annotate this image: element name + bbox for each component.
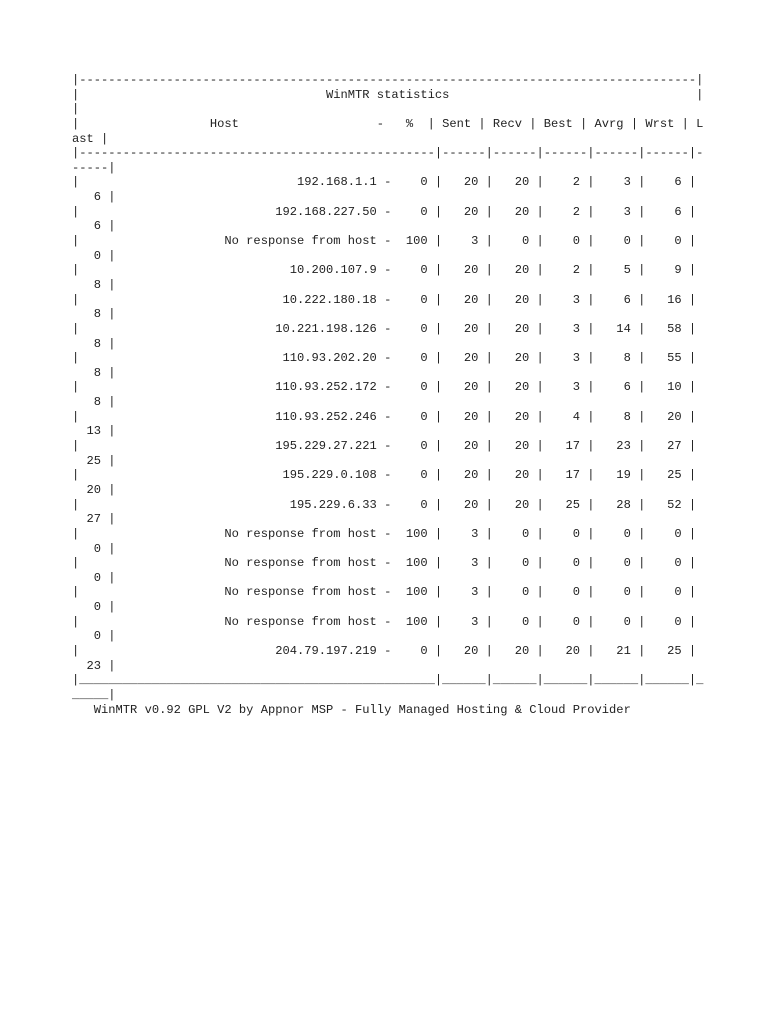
table-row: | No response from host - 100 | 3 | 0 | 0 | 0 | 0 | bbox=[72, 234, 704, 249]
report-lines bbox=[72, 73, 732, 717]
table-row: | 10.222.180.18 - 0 | 20 | 20 | 3 | 6 | 16 | bbox=[72, 292, 704, 307]
report-footer: WinMTR v0.92 GPL V2 by Appnor MSP - Fully Managed Hosting & Cloud Provider bbox=[72, 702, 631, 717]
table-row: 6 | bbox=[72, 190, 116, 205]
table-row: 13 | bbox=[72, 424, 116, 439]
table-row: | 195.229.6.33 - 0 | 20 | 20 | 25 | 28 | 52 | bbox=[72, 497, 704, 512]
table-row: | 110.93.202.20 - 0 | 20 | 20 | 3 | 8 | 55 | bbox=[72, 351, 704, 366]
report-border-bottom: _____| bbox=[72, 687, 116, 702]
table-row: | 204.79.197.219 - 0 | 20 | 20 | 20 | 21 | 25 | bbox=[72, 643, 704, 658]
table-row: 23 | bbox=[72, 658, 116, 673]
table-row: | 195.229.27.221 - 0 | 20 | 20 | 17 | 23 | 27 | bbox=[72, 439, 704, 454]
table-row: | No response from host - 100 | 3 | 0 | 0 | 0 | 0 | bbox=[72, 526, 704, 541]
table-row: | 192.168.1.1 - 0 | 20 | 20 | 2 | 3 | 6 | bbox=[72, 175, 704, 190]
table-row: | 10.200.107.9 - 0 | 20 | 20 | 2 | 5 | 9 | bbox=[72, 263, 704, 278]
report-blank: | bbox=[72, 102, 80, 117]
table-row: | 195.229.0.108 - 0 | 20 | 20 | 17 | 19 | 25 | bbox=[72, 468, 704, 483]
report-title: | WinMTR statistics | bbox=[72, 87, 704, 102]
table-row: 0 | bbox=[72, 570, 116, 585]
table-row: 8 | bbox=[72, 336, 116, 351]
table-row: 8 | bbox=[72, 365, 116, 380]
table-row: | No response from host - 100 | 3 | 0 | 0 | 0 | 0 | bbox=[72, 614, 704, 629]
table-row: 25 | bbox=[72, 453, 116, 468]
report-header-row: ast | bbox=[72, 131, 109, 146]
report-header-separator: |-------------------------------------------------|------|------|------|------|------|- bbox=[72, 146, 704, 161]
table-row: 0 | bbox=[72, 629, 116, 644]
table-row: | No response from host - 100 | 3 | 0 | 0 | 0 | 0 | bbox=[72, 556, 704, 571]
table-row: | No response from host - 100 | 3 | 0 | 0 | 0 | 0 | bbox=[72, 585, 704, 600]
table-row: | 110.93.252.172 - 0 | 20 | 20 | 3 | 6 | 10 | bbox=[72, 380, 704, 395]
table-row: 0 | bbox=[72, 541, 116, 556]
table-row: 27 | bbox=[72, 512, 116, 527]
winmtr-report bbox=[72, 73, 732, 717]
report-header-row: | Host - % | Sent | Recv | Best | Avrg | Wrst | L bbox=[72, 116, 704, 131]
report-border-top: |-------------------------------------------------------------------------------------| bbox=[72, 73, 704, 87]
table-row: 0 | bbox=[72, 248, 116, 263]
table-row: 8 | bbox=[72, 277, 116, 292]
table-row: 6 | bbox=[72, 219, 116, 234]
table-row: | 10.221.198.126 - 0 | 20 | 20 | 3 | 14 | 58 | bbox=[72, 321, 704, 336]
report-border-bottom: |_________________________________________________|______|______|______|______|______|_ bbox=[72, 673, 704, 688]
table-row: 0 | bbox=[72, 600, 116, 615]
table-row: 8 | bbox=[72, 395, 116, 410]
table-row: 20 | bbox=[72, 482, 116, 497]
table-row: 8 | bbox=[72, 307, 116, 322]
table-row: | 110.93.252.246 - 0 | 20 | 20 | 4 | 8 | 20 | bbox=[72, 409, 704, 424]
report-header-separator: -----| bbox=[72, 160, 116, 175]
table-row: | 192.168.227.50 - 0 | 20 | 20 | 2 | 3 | 6 | bbox=[72, 204, 704, 219]
